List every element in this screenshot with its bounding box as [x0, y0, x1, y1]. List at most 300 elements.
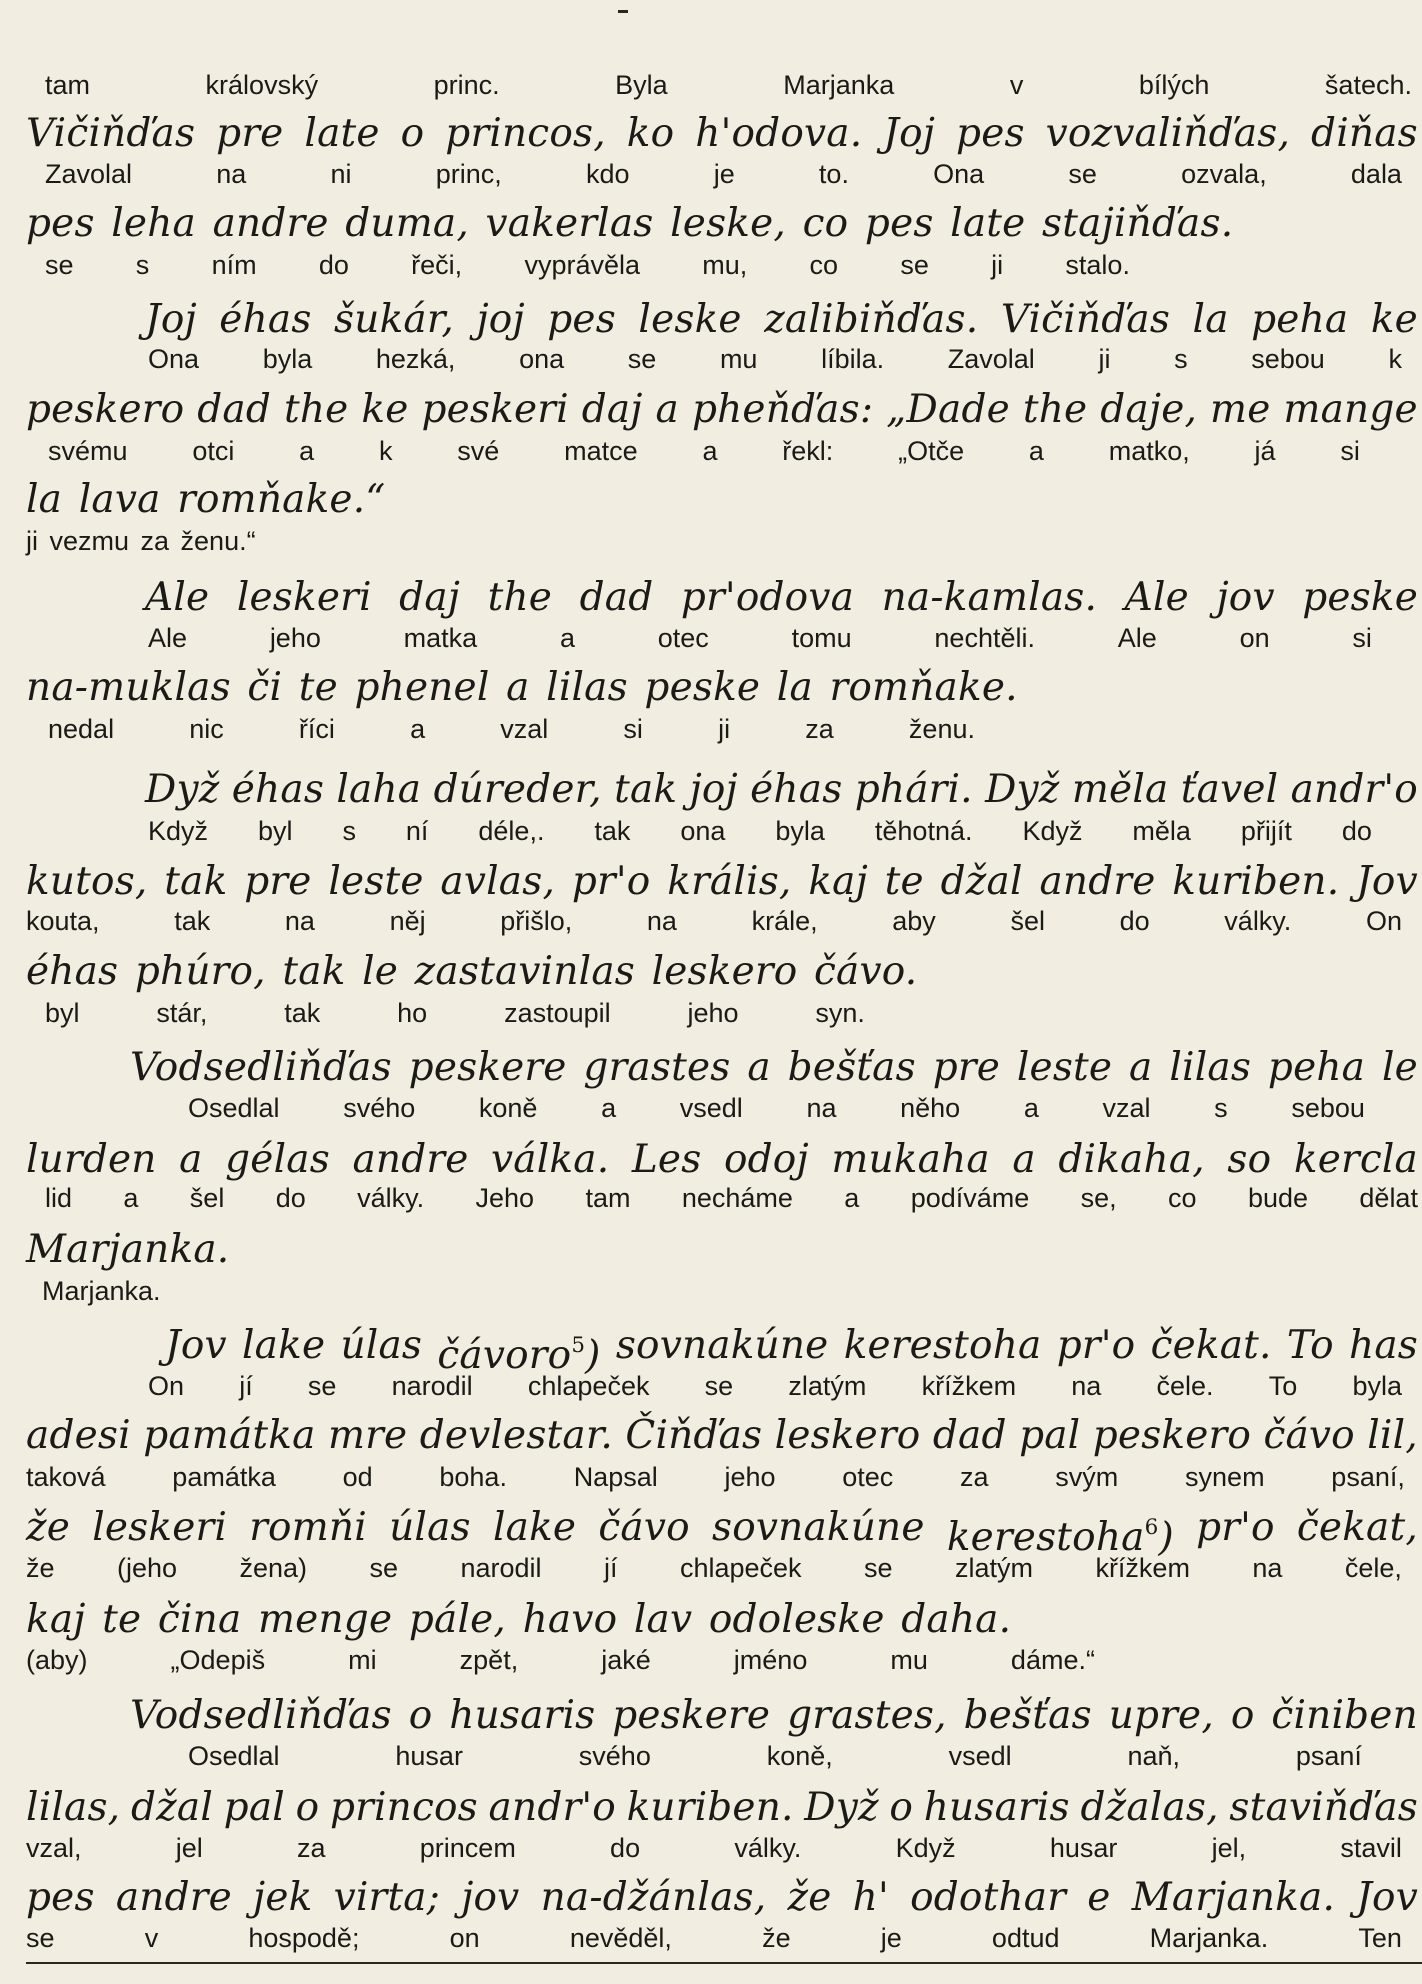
- word: lilas: [1169, 1045, 1252, 1090]
- word: narodil: [391, 1371, 473, 1401]
- word: se,: [1080, 1183, 1117, 1213]
- word: so: [1227, 1137, 1272, 1182]
- romani-line: [26, 478, 400, 522]
- word: byla: [1352, 1371, 1402, 1401]
- word: diňas: [1311, 111, 1418, 156]
- word: dad: [932, 1413, 1007, 1458]
- word: h': [852, 1875, 889, 1920]
- word: ním: [211, 250, 257, 280]
- word: ozvala,: [1181, 159, 1267, 189]
- word: ťavel: [1180, 767, 1279, 812]
- word: princem: [419, 1833, 516, 1863]
- czech-line: [148, 623, 1372, 653]
- romani-line: [26, 665, 1018, 710]
- czech-line: [148, 1371, 1402, 1401]
- word: čávo: [1263, 1413, 1355, 1458]
- word: princos: [329, 1785, 478, 1830]
- word: Ale: [148, 623, 188, 653]
- word: pes: [26, 1875, 95, 1920]
- word: Osedlal: [188, 1093, 280, 1123]
- word: leske: [638, 297, 742, 342]
- word: je: [713, 159, 735, 189]
- word: šukár,: [334, 297, 455, 342]
- word: lil,: [1367, 1413, 1418, 1458]
- word: své: [457, 436, 500, 466]
- word: „Dade: [886, 387, 1010, 432]
- line-text: ji vezmu za ženu.“: [26, 526, 256, 556]
- word: památka: [143, 1413, 316, 1458]
- word: pheňďas:: [691, 387, 874, 432]
- word: války.: [357, 1183, 425, 1213]
- line-text: Marjanka.: [26, 1227, 230, 1272]
- word: kuriben.: [1172, 859, 1340, 904]
- word: já: [1254, 436, 1276, 466]
- word: dáme.“: [1010, 1645, 1095, 1675]
- word: zlatým: [788, 1371, 867, 1401]
- word: kerestoha: [843, 1323, 1042, 1368]
- czech-line: [45, 70, 1412, 100]
- word: o: [408, 1693, 433, 1738]
- word: vsedl: [948, 1741, 1012, 1771]
- romani-line: [26, 1876, 1418, 1920]
- word: svému: [48, 436, 128, 466]
- word: andre: [352, 1137, 469, 1182]
- word: do: [1341, 816, 1372, 846]
- word: joj: [689, 767, 738, 812]
- word: na: [646, 906, 677, 936]
- word: pr'o: [1196, 1505, 1275, 1550]
- word: že: [762, 1923, 791, 1953]
- czech-line: [45, 998, 865, 1028]
- word: Jov: [165, 1323, 227, 1368]
- word: je: [880, 1923, 902, 1953]
- word: „Odepiš: [170, 1645, 266, 1675]
- word: kutos,: [26, 859, 148, 904]
- word: Když: [895, 1833, 956, 1863]
- word: Ale: [1117, 623, 1157, 653]
- word: husar: [395, 1741, 463, 1771]
- word: zalibiňďas.: [764, 297, 979, 342]
- word: andre: [115, 1875, 232, 1920]
- word: čekat.: [1150, 1323, 1272, 1368]
- word: lilas,: [26, 1785, 121, 1830]
- romani-line: [145, 576, 1418, 620]
- word: To: [1268, 1371, 1298, 1401]
- word: psaní,: [1331, 1462, 1405, 1492]
- word: a: [123, 1183, 139, 1213]
- word: sovnakúne: [615, 1323, 829, 1368]
- word: tak: [284, 998, 321, 1028]
- word: nic: [189, 714, 224, 744]
- word: nevěděl,: [569, 1923, 672, 1953]
- line-text: pes leha andre duma, vakerlas leske, co pes late stajiňďas.: [26, 201, 1234, 246]
- word: ke: [361, 387, 409, 432]
- word: dala: [1350, 159, 1402, 189]
- word: krále,: [751, 906, 818, 936]
- romani-line: [26, 860, 1418, 904]
- word: byla: [262, 344, 313, 374]
- word: stalo.: [1065, 250, 1130, 280]
- word: úlas: [340, 1323, 423, 1368]
- word: jaké: [601, 1645, 651, 1675]
- romani-line: [26, 1228, 230, 1272]
- word: čele,: [1344, 1553, 1402, 1583]
- word: jov: [1216, 575, 1275, 620]
- word: e: [1087, 1875, 1111, 1920]
- word: královský: [205, 70, 319, 100]
- word: čávo: [598, 1505, 690, 1550]
- word: matko,: [1108, 436, 1190, 466]
- czech-line: [26, 1553, 1402, 1583]
- word: války.: [734, 1833, 802, 1863]
- word: leskeri: [236, 575, 372, 620]
- word: vzal: [1102, 1093, 1151, 1123]
- word: v: [144, 1923, 159, 1953]
- word: Vičiňďas: [26, 111, 196, 156]
- word: čávoro$^5$): [437, 1333, 601, 1379]
- word: Jov: [1356, 1875, 1418, 1920]
- word: bešťas: [787, 1045, 916, 1090]
- word: tam: [585, 1183, 631, 1213]
- word: leskero: [774, 1413, 921, 1458]
- word: od: [342, 1462, 373, 1492]
- romani-line: [26, 949, 918, 994]
- word: odoj: [723, 1137, 809, 1182]
- word: do: [610, 1833, 641, 1863]
- word: a: [1023, 1093, 1039, 1123]
- word: s: [135, 250, 150, 280]
- word: bude: [1247, 1183, 1309, 1213]
- word: džal: [940, 859, 1023, 904]
- word: jméno: [733, 1645, 808, 1675]
- word: k: [1388, 344, 1402, 374]
- word: čele.: [1156, 1371, 1214, 1401]
- word: otec: [842, 1462, 894, 1492]
- word: Čiňďas: [625, 1413, 763, 1458]
- word: mukaha: [831, 1137, 990, 1182]
- czech-line: [45, 1183, 1418, 1213]
- word: princ,: [435, 159, 502, 189]
- word: dikaha,: [1058, 1137, 1205, 1182]
- word: peha: [1251, 297, 1349, 342]
- word: Jeho: [475, 1183, 535, 1213]
- word: Ona: [933, 159, 985, 189]
- word: avlas,: [440, 859, 556, 904]
- word: o: [295, 1785, 320, 1830]
- word: naň,: [1127, 1741, 1181, 1771]
- czech-line: [45, 159, 1402, 189]
- word: zpět,: [459, 1645, 519, 1675]
- word: a: [559, 623, 575, 653]
- word: narodil: [460, 1553, 542, 1583]
- word: otci: [192, 436, 235, 466]
- word: la: [1192, 297, 1229, 342]
- word: koně,: [766, 1741, 833, 1771]
- word: na: [284, 906, 315, 936]
- word: do: [318, 250, 349, 280]
- word: Joj: [145, 297, 197, 342]
- word: Zavolal: [45, 159, 133, 189]
- word: líbila.: [821, 344, 885, 374]
- word: chlapeček: [679, 1553, 802, 1583]
- word: jov: [461, 1875, 520, 1920]
- romani-line: [26, 112, 1418, 156]
- word: daj: [399, 575, 461, 620]
- word: Les: [631, 1137, 702, 1182]
- word: peha: [1267, 1045, 1366, 1090]
- word: byla: [775, 816, 825, 846]
- word: lurden: [26, 1137, 157, 1182]
- word: byl: [257, 816, 293, 846]
- word: Marjanka.: [1131, 1875, 1336, 1920]
- word: le: [1381, 1045, 1418, 1090]
- word: a: [1129, 1045, 1153, 1090]
- word: nechtěli.: [934, 623, 1035, 653]
- word: Osedlal: [188, 1741, 280, 1771]
- romani-line: [165, 1324, 1418, 1378]
- word: kdo: [585, 159, 630, 189]
- word: Když: [148, 816, 209, 846]
- word: mu,: [702, 250, 748, 280]
- word: byl: [45, 998, 80, 1028]
- word: Napsal: [573, 1462, 658, 1492]
- czech-line: [48, 714, 975, 744]
- word: adesi: [26, 1413, 131, 1458]
- word: grastes: [583, 1045, 731, 1090]
- word: leskeri: [92, 1505, 228, 1550]
- word: sebou: [1291, 1093, 1365, 1123]
- word: na: [216, 159, 247, 189]
- romani-line: [26, 1138, 1418, 1182]
- word: hezká,: [375, 344, 456, 374]
- word: a: [410, 714, 426, 744]
- word: na-kamlas.: [881, 575, 1098, 620]
- word: si: [1352, 623, 1372, 653]
- word: křížkem: [1095, 1553, 1190, 1583]
- word: k: [378, 436, 393, 466]
- word: se: [627, 344, 657, 374]
- word: vzal: [500, 714, 549, 744]
- czech-line: [148, 344, 1402, 374]
- word: peske: [1302, 575, 1418, 620]
- word: mu: [890, 1645, 928, 1675]
- word: do: [1119, 906, 1150, 936]
- romani-line: [145, 768, 1418, 812]
- word: ji: [991, 250, 1004, 280]
- word: éhas: [231, 767, 325, 812]
- word: války.: [1224, 906, 1292, 936]
- word: kaj: [808, 859, 868, 904]
- word: kerestoha$^6$): [946, 1515, 1174, 1561]
- word: pre: [216, 111, 284, 156]
- word: bešťas: [963, 1693, 1092, 1738]
- word: peskeri: [421, 387, 569, 432]
- word: vsedl: [679, 1093, 743, 1123]
- word: sebou: [1251, 344, 1325, 374]
- word: kouta,: [26, 906, 100, 936]
- word: koně: [478, 1093, 538, 1123]
- word: ona: [680, 816, 726, 846]
- word: s: [1174, 344, 1188, 374]
- word: devlestar.: [419, 1413, 614, 1458]
- czech-line: [26, 906, 1402, 936]
- word: těhotná.: [874, 816, 973, 846]
- czech-line: [48, 436, 1360, 466]
- word: Dyž: [985, 767, 1060, 812]
- word: pr'o: [571, 859, 651, 904]
- word: Vičiňďas: [1000, 297, 1171, 342]
- word: chlapeček: [527, 1371, 650, 1401]
- word: jel: [175, 1833, 203, 1863]
- word: do: [275, 1183, 306, 1213]
- footnote-rule: [26, 1962, 1422, 1964]
- word: Když: [1022, 816, 1083, 846]
- word: něj: [389, 906, 426, 936]
- word: daj: [581, 387, 643, 432]
- word: zlatým: [954, 1553, 1033, 1583]
- word: s: [1214, 1093, 1228, 1123]
- word: přijít: [1240, 816, 1292, 846]
- czech-line: [26, 1645, 1095, 1675]
- czech-line: [26, 526, 365, 556]
- word: nedal: [48, 714, 115, 744]
- word: Ale: [145, 575, 210, 620]
- word: bílých: [1138, 70, 1210, 100]
- word: a: [655, 387, 679, 432]
- word: andr'o: [1290, 767, 1418, 812]
- word: něho: [900, 1093, 961, 1123]
- word: late: [304, 111, 380, 156]
- word: Joj: [883, 111, 936, 156]
- word: stár,: [156, 998, 208, 1028]
- word: džalas,: [1080, 1785, 1219, 1830]
- word: lake: [492, 1505, 577, 1550]
- word: na-džánlas,: [540, 1875, 767, 1920]
- word: kercla: [1293, 1137, 1418, 1182]
- word: se: [45, 250, 74, 280]
- word: krális,: [667, 859, 792, 904]
- word: říci: [298, 714, 335, 744]
- word: ni: [330, 159, 352, 189]
- word: lid: [45, 1183, 73, 1213]
- word: jí: [239, 1371, 253, 1401]
- word: has: [1349, 1323, 1418, 1368]
- word: mi: [348, 1645, 377, 1675]
- word: otec: [657, 623, 709, 653]
- word: a: [601, 1093, 617, 1123]
- word: pal: [223, 1785, 285, 1830]
- word: grastes,: [787, 1693, 947, 1738]
- word: stavil: [1340, 1833, 1402, 1863]
- word: odtud: [991, 1923, 1060, 1953]
- word: vyprávěla: [524, 250, 640, 280]
- word: ji: [1098, 344, 1111, 374]
- word: (aby): [26, 1645, 88, 1675]
- word: to.: [818, 159, 849, 189]
- word: žena): [239, 1553, 308, 1583]
- footnote-marker: 6: [1144, 1515, 1159, 1540]
- word: řeči,: [411, 250, 463, 280]
- word: te: [884, 859, 924, 904]
- word: princ.: [433, 70, 500, 100]
- word: tak: [614, 767, 678, 812]
- czech-line: [26, 1462, 1405, 1492]
- word: upre,: [1108, 1693, 1214, 1738]
- word: the: [1022, 387, 1088, 432]
- word: staviňďas: [1229, 1785, 1418, 1830]
- word: se: [1068, 159, 1097, 189]
- word: šatech.: [1324, 70, 1412, 100]
- word: měla: [1132, 816, 1191, 846]
- word: Zavolal: [947, 344, 1035, 374]
- word: v: [1009, 70, 1024, 100]
- word: křížkem: [921, 1371, 1017, 1401]
- romani-line: [26, 1506, 1418, 1560]
- word: si: [1340, 436, 1360, 466]
- word: virta;: [333, 1875, 441, 1920]
- word: laha: [336, 767, 422, 812]
- word: On: [148, 1371, 185, 1401]
- word: tak: [594, 816, 631, 846]
- word: To: [1286, 1323, 1334, 1368]
- word: se: [369, 1553, 399, 1583]
- word: a: [299, 436, 315, 466]
- word: (jeho: [116, 1553, 178, 1583]
- word: pre: [932, 1045, 1000, 1090]
- czech-line: [42, 1276, 200, 1306]
- word: válka.: [491, 1137, 610, 1182]
- word: Jov: [1356, 859, 1418, 904]
- word: taková: [26, 1462, 106, 1492]
- romani-line: [26, 1598, 1060, 1642]
- word: jel,: [1211, 1833, 1247, 1863]
- word: boha.: [439, 1462, 507, 1492]
- word: ho: [397, 998, 428, 1028]
- word: Dyž: [804, 1785, 879, 1830]
- word: za: [960, 1462, 989, 1492]
- word: husaris: [923, 1785, 1070, 1830]
- word: the: [487, 575, 553, 620]
- czech-line: [26, 1833, 1402, 1863]
- word: že: [787, 1875, 832, 1920]
- word: synem: [1185, 1462, 1265, 1492]
- word: déle,.: [478, 816, 545, 846]
- word: Vodsedliňďas: [130, 1045, 392, 1090]
- czech-line: [188, 1093, 1365, 1123]
- word: tak: [164, 859, 228, 904]
- word: o: [889, 1785, 914, 1830]
- word: ko: [626, 111, 675, 156]
- line-text: na-muklas či te phenel a lilas peske la romňake.: [26, 665, 1018, 710]
- word: phári.: [854, 767, 973, 812]
- word: pr'odova: [680, 575, 855, 620]
- word: pes: [956, 111, 1025, 156]
- czech-line: [188, 1741, 1362, 1771]
- word: on: [449, 1923, 480, 1953]
- word: Ten: [1358, 1923, 1402, 1953]
- word: the: [283, 387, 349, 432]
- word: zastoupil: [504, 998, 611, 1028]
- word: jek: [253, 1875, 313, 1920]
- word: si: [623, 714, 643, 744]
- czech-line: [26, 1923, 1402, 1953]
- word: za: [297, 1833, 326, 1863]
- word: ke: [1370, 297, 1418, 342]
- word: ní: [405, 816, 429, 846]
- word: šel: [1010, 906, 1045, 936]
- word: jeho: [269, 623, 321, 653]
- word: se: [307, 1371, 337, 1401]
